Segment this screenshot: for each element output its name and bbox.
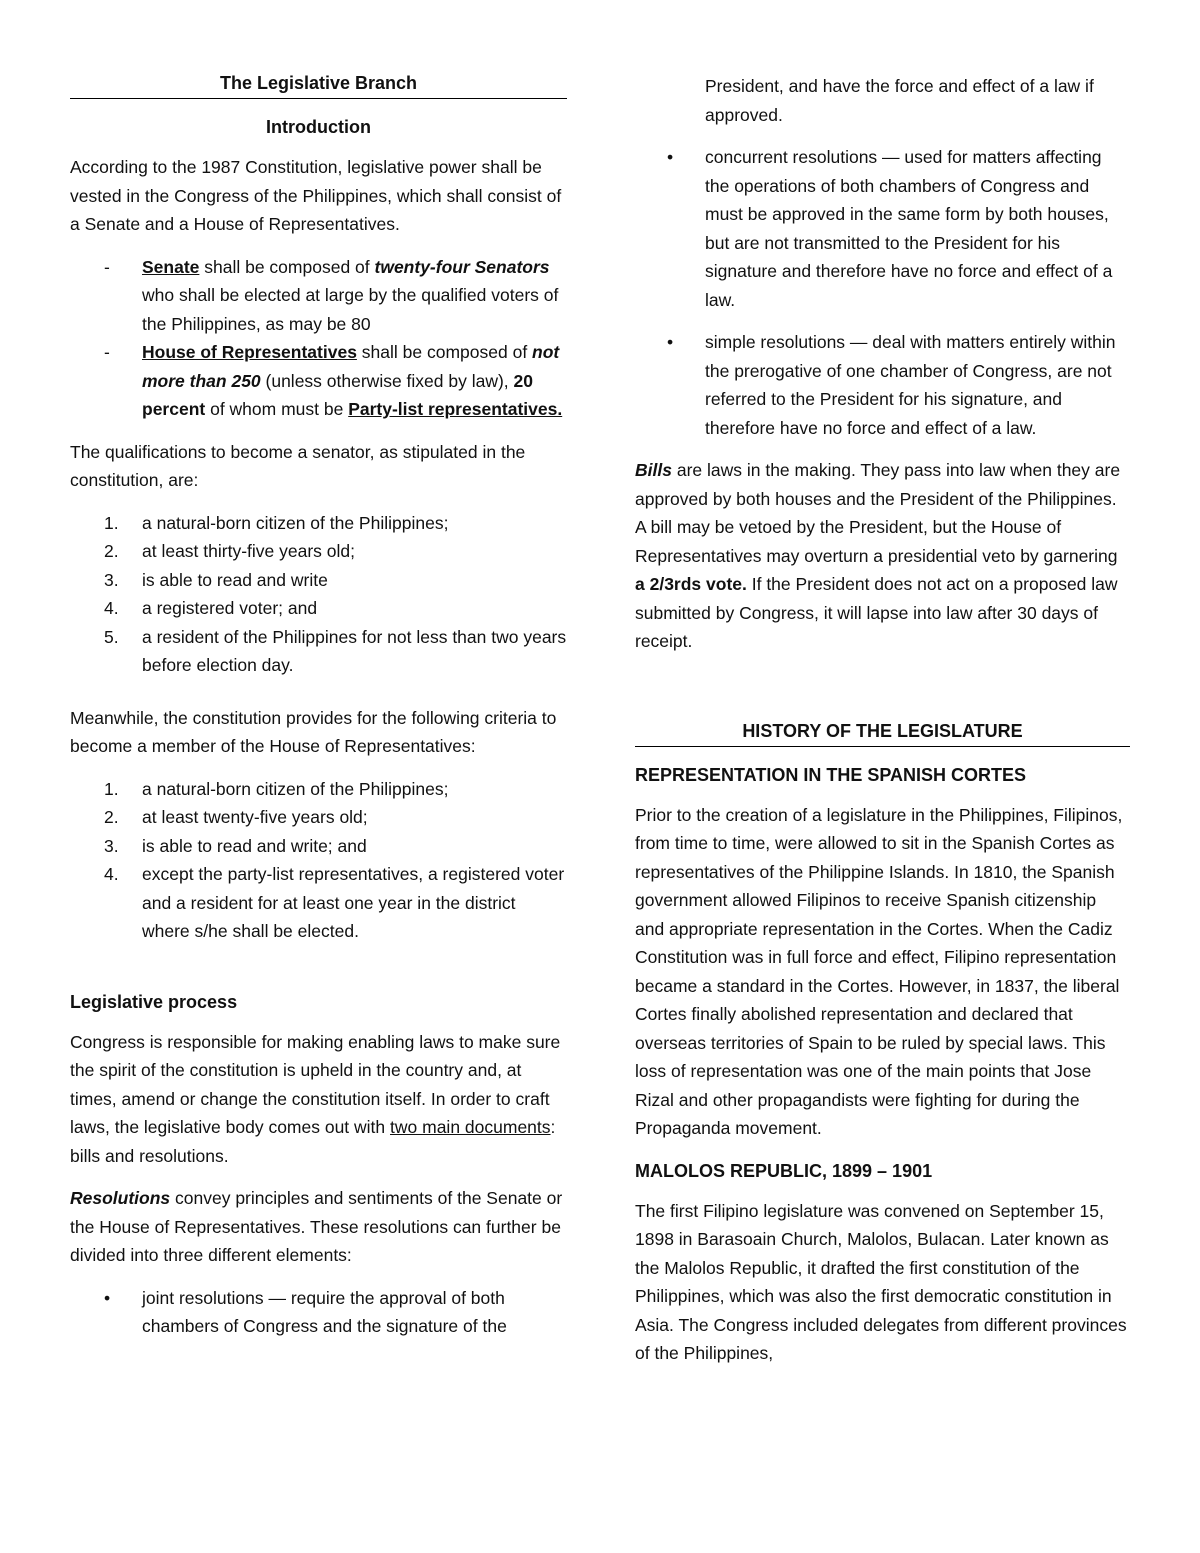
item-text: a resident of the Philippines for not less than two years before election day. bbox=[142, 626, 567, 675]
resolutions-term: Resolutions bbox=[70, 1188, 171, 1208]
spanish-cortes-paragraph: Prior to the creation of a legislature in the Philippines, Filipinos, from time to time, were allowed to sit in the Spanish Cortes as representatives of the Philippine Islands. In 1810, the Spanish government allowed Filipinos to receive Spanish citizenship and appropriate representation in the Cortes. When the Cadiz Constitution was in full force and effect, Filipino representation became a standard in the Cortes. However, in 1837, the liberal Cortes finally abolished representation and declared that overseas territories of Spain to be ruled by special laws. This loss of representation was one of the main points that Jose Rizal and other propagandists were fighting for during the Propaganda movement. bbox=[635, 804, 1123, 1138]
item-text: is able to read and write bbox=[142, 569, 328, 590]
item-text: a registered voter; and bbox=[142, 598, 318, 618]
house-qualifications-intro: Meanwhile, the constitution provides for the following criteria to become a member of the House of Representatives: bbox=[70, 707, 557, 756]
intro-paragraph: According to the 1987 Constitution, legislative power shall be vested in the Congress of the Philippines, which shall consist of a Senate and a House of Representatives. bbox=[70, 157, 562, 234]
bullet-marker: • bbox=[667, 332, 674, 352]
joint-resolution-continued: President, and have the force and effect of a law if approved. bbox=[705, 76, 1094, 125]
joint-resolution-list bbox=[70, 1284, 567, 1341]
list-item bbox=[70, 860, 567, 946]
item-number: 1. bbox=[104, 512, 119, 533]
malolos-paragraph: The first Filipino legislature was convened on September 15, 1898 in Barasoain Church, Malolos, Bulacan. Later known as the Malolos Republic, it drafted the first constitution of the Philippines, which was also the first democratic constitution in Asia. The Congress included delegates from different provinces of the Philippines, bbox=[635, 1200, 1127, 1363]
senate-text-2: who shall be elected at large by the qualified voters of the Philippines, as may be 80 bbox=[142, 285, 559, 334]
list-item bbox=[70, 537, 567, 566]
item-number: 3. bbox=[104, 569, 119, 590]
bills-text-2: If the President does not act on a proposed law submitted by Congress, it will lapse into law after 30 days of receipt. bbox=[635, 574, 1118, 651]
resolutions-text: convey principles and sentiments of the Senate or the House of Representatives. These resolutions can further be divided into three different elements: bbox=[70, 1188, 563, 1265]
bullet-marker: • bbox=[104, 1287, 111, 1308]
senator-qualifications-intro: The qualifications to become a senator, as stipulated in the constitution, are: bbox=[70, 441, 526, 490]
two-main-documents: two main documents bbox=[390, 1117, 551, 1137]
resolutions-paragraph bbox=[70, 1184, 567, 1270]
house-text-2: (unless otherwise fixed by law), bbox=[260, 370, 514, 391]
history-title: HISTORY OF THE LEGISLATURE bbox=[635, 718, 1130, 747]
item-number: 1. bbox=[104, 778, 119, 799]
house-text-1: shall be composed of bbox=[356, 342, 533, 362]
item-text: at least twenty-five years old; bbox=[142, 807, 368, 827]
spanish-cortes-heading: REPRESENTATION IN THE SPANISH CORTES bbox=[635, 764, 1027, 785]
senate-emphasis: twenty-four Senators bbox=[374, 256, 550, 277]
item-number: 2. bbox=[104, 807, 119, 827]
item-number: 3. bbox=[104, 835, 119, 856]
left-column bbox=[70, 70, 567, 1355]
list-item bbox=[70, 594, 567, 623]
document-title: The Legislative Branch bbox=[70, 70, 567, 99]
list-item bbox=[70, 623, 567, 680]
right-column bbox=[635, 72, 1130, 1382]
malolos-heading: MALOLOS REPUBLIC, 1899 – 1901 bbox=[635, 1160, 933, 1181]
list-item bbox=[70, 803, 567, 832]
item-text: a natural-born citizen of the Philippines; bbox=[142, 778, 449, 799]
list-item bbox=[70, 832, 567, 861]
dash-marker: - bbox=[104, 256, 110, 277]
item-number: 2. bbox=[104, 541, 119, 561]
two-thirds-vote: a 2/3rds vote. bbox=[635, 574, 747, 594]
item-number: 5. bbox=[104, 626, 119, 647]
house-text-3: of whom must be bbox=[205, 399, 349, 419]
list-item-simple-resolutions bbox=[633, 328, 1130, 442]
list-item bbox=[70, 509, 567, 538]
party-list-term: Party-list representatives. bbox=[348, 399, 563, 419]
item-text: a natural-born citizen of the Philippines; bbox=[142, 512, 449, 533]
item-text: is able to read and write; and bbox=[142, 835, 367, 856]
item-text: concurrent resolutions — used for matters affecting the operations of both chambers of Congress and must be approved in the same form by both houses, but are not transmitted to the President for his signature and therefore have no force and effect of a law. bbox=[705, 147, 1113, 310]
introduction-heading: Introduction bbox=[266, 117, 371, 137]
resolution-types-list bbox=[633, 143, 1130, 442]
list-item bbox=[70, 566, 567, 595]
item-text: except the party-list representatives, a registered voter and a resident for at least one year in the district where s/he shall be elected. bbox=[142, 864, 565, 941]
house-emphasis: not more than 250 bbox=[142, 342, 560, 391]
chamber-list bbox=[70, 253, 567, 424]
dash-marker: - bbox=[104, 342, 110, 362]
bills-paragraph bbox=[635, 456, 1130, 656]
bills-term: Bills bbox=[635, 460, 672, 480]
bills-text-1: are laws in the making. They pass into law when they are approved by both houses and the President of the Philippines. A bill may be vetoed by the President, but the House of Representatives may overturn a presidential veto by garnering bbox=[635, 460, 1121, 566]
senate-text-1: shall be composed of bbox=[199, 256, 375, 277]
item-text: joint resolutions — require the approval of both chambers of Congress and the signature of the bbox=[142, 1287, 507, 1336]
list-item bbox=[70, 775, 567, 804]
list-item-senate bbox=[70, 253, 567, 339]
item-text: at least thirty-five years old; bbox=[142, 541, 355, 561]
senate-term: Senate bbox=[142, 256, 200, 277]
item-number: 4. bbox=[104, 864, 119, 884]
list-item-concurrent-resolutions bbox=[633, 143, 1130, 314]
item-text: simple resolutions — deal with matters entirely within the prerogative of one chamber of Congress, are not referred to the President for his signature, and therefore have no force and effect of a law. bbox=[705, 332, 1116, 438]
senator-qualifications-list bbox=[70, 509, 567, 680]
house-term: House of Representatives bbox=[142, 342, 357, 362]
legislative-process-heading: Legislative process bbox=[70, 991, 238, 1012]
house-qualifications-list bbox=[70, 775, 567, 946]
house-bold: 20 percent bbox=[142, 370, 534, 419]
legislative-process-paragraph bbox=[70, 1028, 567, 1171]
process-text-1: Congress is responsible for making enabling laws to make sure the spirit of the constitution is upheld in the country and, at times, amend or change the constitution itself. In order to craft laws, the legislative body comes out with bbox=[70, 1031, 561, 1137]
item-number: 4. bbox=[104, 598, 119, 618]
process-text-2: : bills and resolutions. bbox=[70, 1117, 556, 1166]
bullet-marker: • bbox=[667, 147, 674, 167]
list-item-house bbox=[70, 338, 567, 424]
list-item-joint-resolutions bbox=[70, 1284, 567, 1341]
